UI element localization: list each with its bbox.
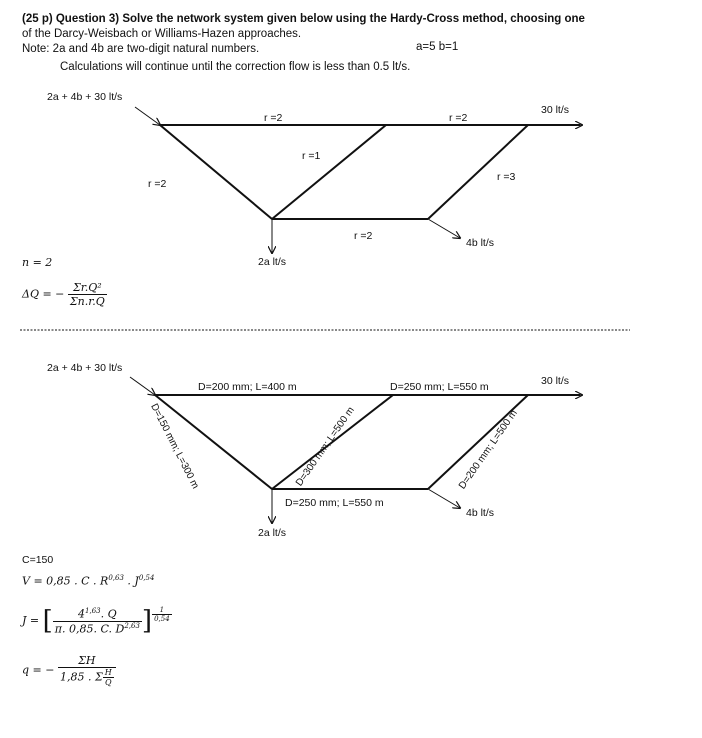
velocity-mid: . J [127, 574, 139, 588]
delta-q-lhs: ΔQ = − [22, 287, 65, 301]
d1-r-right: r =3 [497, 171, 516, 183]
diagram1-pipes [160, 125, 580, 219]
d2-arrow-out-node [428, 489, 460, 508]
delta-q-formula [22, 281, 107, 308]
j-numerator-exp: 1,63 [85, 606, 101, 615]
delta-q-numerator: Σr.Q² [68, 281, 107, 295]
j-denominator-exp: 2,63 [124, 621, 140, 630]
d2-inflow-label: 2a + 4b + 30 lt/s [47, 362, 123, 374]
d2-pipe-top-left: D=200 mm; L=400 m [198, 381, 297, 393]
d2-pipe-right: D=200 mm; L=500 m [457, 408, 520, 492]
diagram2-pipes [155, 395, 580, 492]
velocity-exp-r: 0,63 [108, 574, 124, 582]
given-values: a=5 b=1 [416, 41, 459, 53]
hazen-coefficient: C=150 [22, 554, 54, 566]
question-note: Note: 2a and 4b are two-digit natural numbers. [22, 43, 260, 55]
d1-pipe-left [160, 125, 272, 219]
velocity-exp-j: 0,54 [138, 574, 155, 582]
d1-outflow-right-label: 30 lt/s [541, 104, 570, 116]
q-correction-formula [22, 654, 116, 687]
q-inner-den: Q [104, 678, 112, 687]
exponent-n: n = 2 [22, 256, 53, 269]
j-formula: J = [ $\frac{4^{1,63}. Q}{\pi. 0,85. C. D^{2,63}}$ ] $\frac{1}{0,54}$ [22, 606, 170, 636]
d1-arrow-inflow [135, 107, 160, 125]
j-exponent-num: 1 [152, 606, 172, 615]
d2-outflow-bottom-label: 2a lt/s [258, 527, 287, 539]
stop-criterion: Calculations will continue until the correction flow is less than 0.5 lt/s. [60, 61, 411, 73]
d1-outflow-node-label: 4b lt/s [466, 237, 495, 249]
d1-arrow-out-node [428, 219, 460, 238]
delta-q-denominator: Σn.r.Q [69, 295, 105, 308]
q-numerator: ΣH [58, 654, 116, 668]
q-denominator: 1,85 . Σ [59, 670, 103, 684]
j-exponent-den: 0,54 [154, 615, 170, 623]
j-lhs: J = [22, 614, 40, 627]
d1-pipe-diagonal [272, 125, 386, 219]
d1-r-bottom: r =2 [354, 230, 373, 242]
j-numerator-base: 4 [78, 607, 86, 621]
d1-inflow-label: 2a + 4b + 30 lt/s [47, 91, 123, 103]
q-lhs: q = − [22, 663, 55, 677]
d2-pipe-bottom: D=250 mm; L=550 m [285, 497, 384, 509]
d2-outflow-right-label: 30 lt/s [541, 375, 570, 387]
velocity-lhs: V = 0,85 . C . R [22, 574, 109, 588]
question-title-line1: (25 p) Question 3) Solve the network system given below using the Hardy-Cross method, choosing one [22, 13, 585, 25]
d1-r-top-left: r =2 [264, 112, 283, 124]
d1-r-top-right: r =2 [449, 112, 468, 124]
d1-r-diagonal: r =1 [302, 150, 321, 162]
d1-r-left: r =2 [148, 178, 167, 190]
d2-pipe-top-right: D=250 mm; L=550 m [390, 381, 489, 393]
d1-outflow-bottom-label: 2a lt/s [258, 256, 287, 268]
d2-pipe-left: D=150 mm; L=300 m [148, 402, 201, 491]
question-title-line2: of the Darcy-Weisbach or Williams-Hazen approaches. [22, 28, 302, 40]
d2-outflow-node-label: 4b lt/s [466, 507, 495, 519]
q-inner-num: H [104, 668, 112, 677]
d2-pipe-diagonal: D=300 mm; L=500 m [294, 405, 357, 489]
d2-arrow-inflow [130, 377, 155, 395]
j-numerator-tail: . Q [100, 607, 117, 621]
velocity-formula [22, 574, 154, 588]
j-denominator: π. 0,85. C. D [54, 622, 125, 636]
